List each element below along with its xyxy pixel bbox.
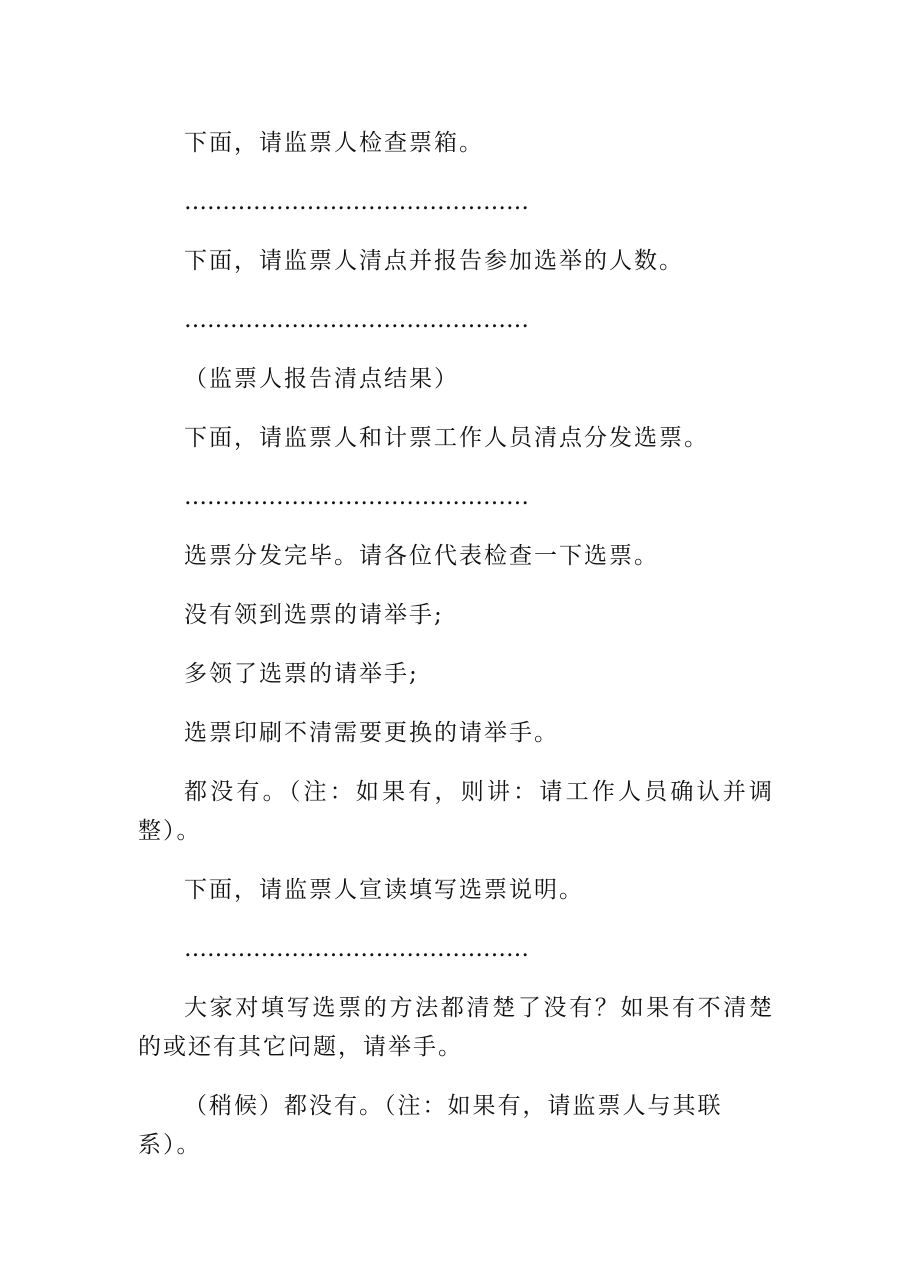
paragraph-extra-ballot: 多领了选票的请举手;	[184, 661, 419, 687]
paragraph-questions: 大家对填写选票的方法都清楚了没有？如果有不清楚的或还有其它问题，请举手。	[138, 995, 774, 1060]
paragraph-none-note: 都没有。（注：如果有，则讲：请工作人员确认并调整）。	[138, 779, 774, 844]
paragraph-report-result: （监票人报告清点结果）	[184, 366, 459, 392]
paragraph-count-voters: 下面，请监票人清点并报告参加选举的人数。	[184, 248, 684, 274]
paragraph-unclear-print: 选票印刷不清需要更换的请举手。	[184, 720, 559, 746]
ellipsis-line: ………………………………………	[184, 936, 529, 962]
paragraph-read-instructions: 下面，请监票人宣读填写选票说明。	[184, 877, 584, 903]
ellipsis-line: ………………………………………	[184, 189, 529, 215]
paragraph-distribution-complete: 选票分发完毕。请各位代表检查一下选票。	[184, 543, 659, 569]
ellipsis-line: ………………………………………	[184, 484, 529, 510]
paragraph-wait-note: （稍候）都没有。（注：如果有，请监票人与其联系）。	[138, 1093, 723, 1158]
paragraph-distribute-ballots: 下面，请监票人和计票工作人员清点分发选票。	[184, 425, 709, 451]
document-body	[138, 124, 774, 1185]
paragraph-no-ballot: 没有领到选票的请举手;	[184, 602, 444, 628]
ellipsis-line: ………………………………………	[184, 307, 529, 333]
paragraph-check-ballot-box: 下面，请监票人检查票箱。	[184, 130, 484, 156]
